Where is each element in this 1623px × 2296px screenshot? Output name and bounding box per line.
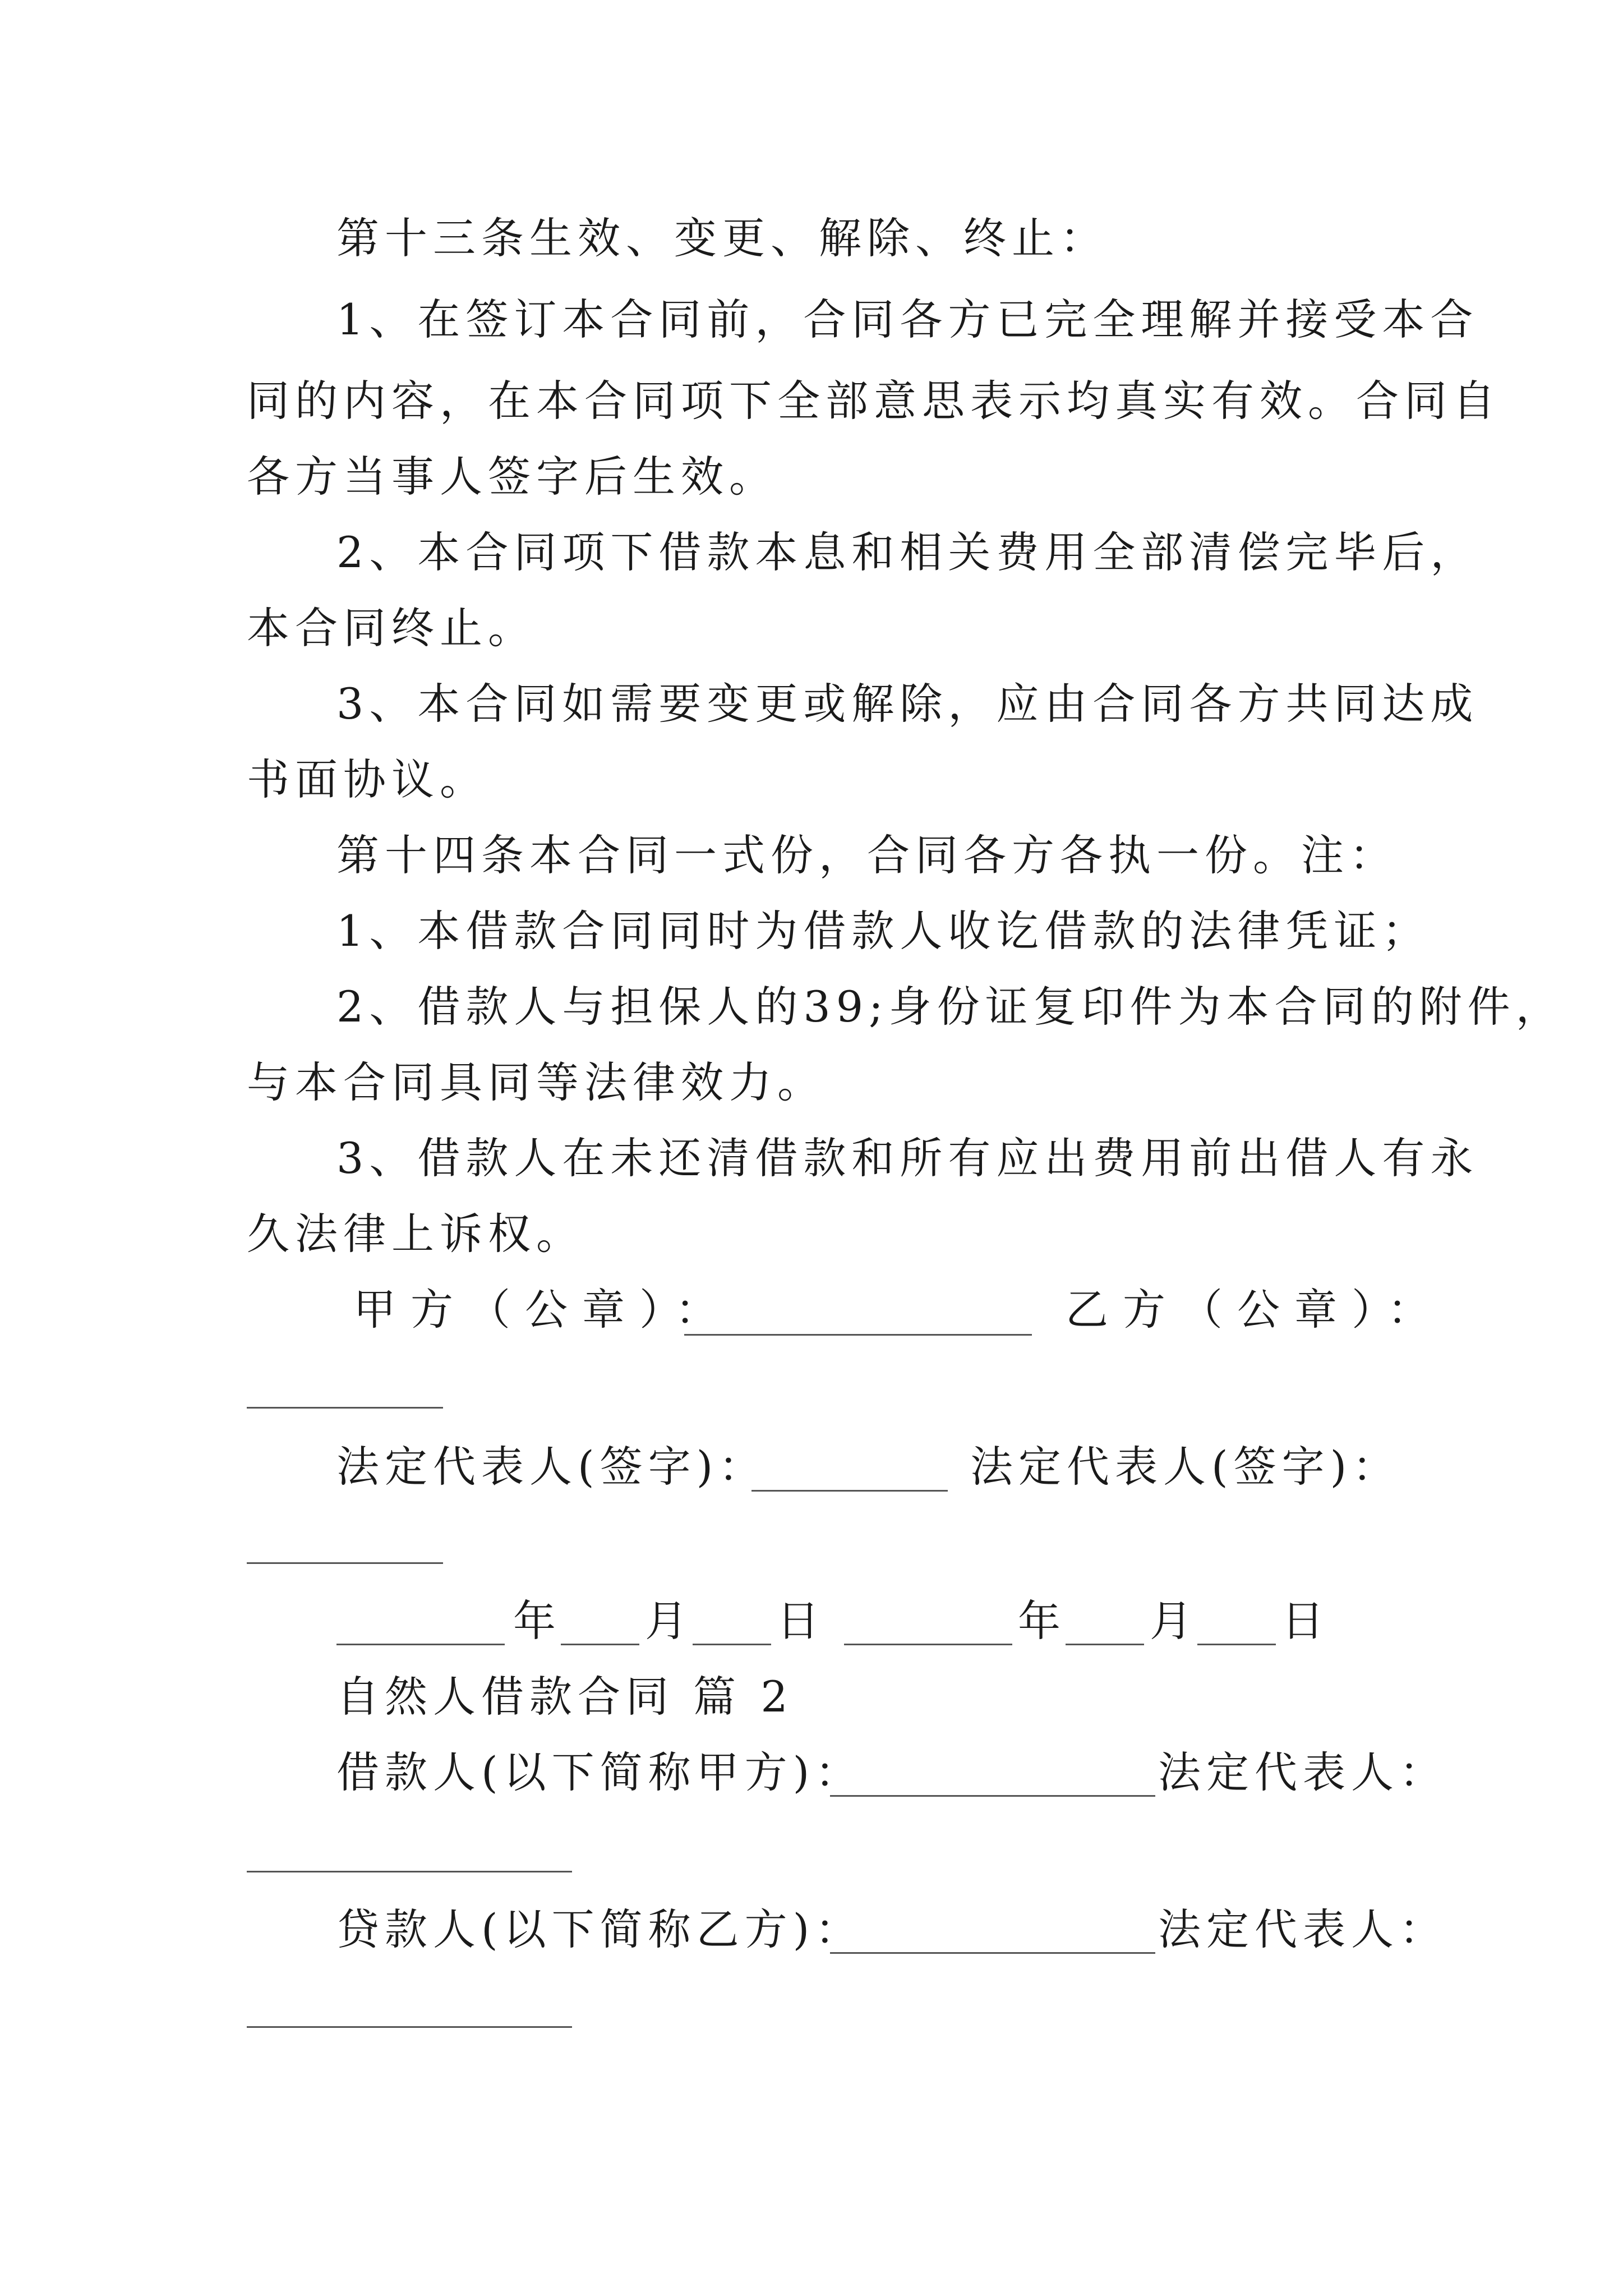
party-a-seal-blank bbox=[684, 1334, 1032, 1336]
borrower-label: 借款人(以下简称甲方)： bbox=[336, 1747, 864, 1797]
date-b-day-label: 日 bbox=[1281, 1596, 1330, 1646]
article-13-clause-3-line-2: 书面协议。 bbox=[247, 754, 488, 804]
article-13-clause-2-line-1: 2、本合同项下借款本息和相关费用全部清偿完毕后， bbox=[336, 527, 1479, 577]
date-b-month-label: 月 bbox=[1150, 1596, 1198, 1646]
party-a-seal-label: 甲方（公章）： bbox=[353, 1285, 732, 1335]
article-14-note-1: 1、本借款合同同时为借款人收讫借款的法律凭证； bbox=[336, 906, 1431, 956]
article-14-note-3-line-1: 3、借款人在未还清借款和所有应出费用前出借人有永 bbox=[336, 1133, 1479, 1183]
article-14-note-2-line-2: 与本合同具同等法律效力。 bbox=[247, 1057, 826, 1107]
borrower-legal-rep-label: 法定代表人： bbox=[1158, 1747, 1447, 1797]
date-b-month-blank bbox=[1066, 1644, 1144, 1645]
date-a-month-label: 月 bbox=[645, 1596, 693, 1646]
date-a-year-label: 年 bbox=[513, 1596, 561, 1646]
article-13-clause-1-line-3: 各方当事人签字后生效。 bbox=[247, 452, 777, 501]
borrower-legal-rep-blank bbox=[247, 1871, 572, 1872]
date-b-year-blank bbox=[844, 1644, 1012, 1645]
article-13-clause-1-line-2: 同的内容，在本合同项下全部意思表示均真实有效。合同自 bbox=[247, 376, 1501, 426]
party-b-seal-blank bbox=[247, 1407, 443, 1409]
lender-label: 贷款人(以下简称乙方)： bbox=[336, 1904, 864, 1954]
borrower-blank bbox=[830, 1795, 1155, 1797]
article-13-clause-1-line-1: 1、在签订本合同前，合同各方已完全理解并接受本合 bbox=[336, 295, 1479, 344]
lender-blank bbox=[830, 1952, 1155, 1954]
date-a-month-blank bbox=[561, 1644, 639, 1645]
date-a-day-blank bbox=[693, 1644, 771, 1645]
article-14-note-3-line-2: 久法律上诉权。 bbox=[247, 1209, 584, 1259]
article-14-title: 第十四条本合同一式份，合同各方各执一份。注： bbox=[336, 830, 1398, 880]
contract-2-heading: 自然人借款合同 篇 2 bbox=[336, 1672, 794, 1722]
date-a-day-label: 日 bbox=[777, 1596, 825, 1646]
date-a-year-blank bbox=[336, 1644, 505, 1645]
date-b-year-label: 年 bbox=[1018, 1596, 1066, 1646]
article-14-note-2-line-1: 2、借款人与担保人的39;身份证复印件为本合同的附件， bbox=[336, 982, 1564, 1032]
party-b-seal-label: 乙方（公章）： bbox=[1066, 1285, 1445, 1335]
date-b-day-blank bbox=[1197, 1644, 1276, 1645]
legal-rep-a-blank bbox=[751, 1490, 948, 1492]
legal-rep-b-blank bbox=[247, 1562, 443, 1564]
legal-rep-b-label: 法定代表人(签字)： bbox=[970, 1442, 1401, 1492]
lender-legal-rep-blank bbox=[247, 2026, 572, 2028]
legal-rep-a-label: 法定代表人(签字)： bbox=[336, 1442, 767, 1492]
article-13-clause-3-line-1: 3、本合同如需要变更或解除，应由合同各方共同达成 bbox=[336, 679, 1479, 729]
article-13-clause-2-line-2: 本合同终止。 bbox=[247, 603, 536, 653]
lender-legal-rep-label: 法定代表人： bbox=[1158, 1904, 1447, 1954]
article-13-title: 第十三条生效、变更、解除、终止： bbox=[336, 213, 1108, 263]
